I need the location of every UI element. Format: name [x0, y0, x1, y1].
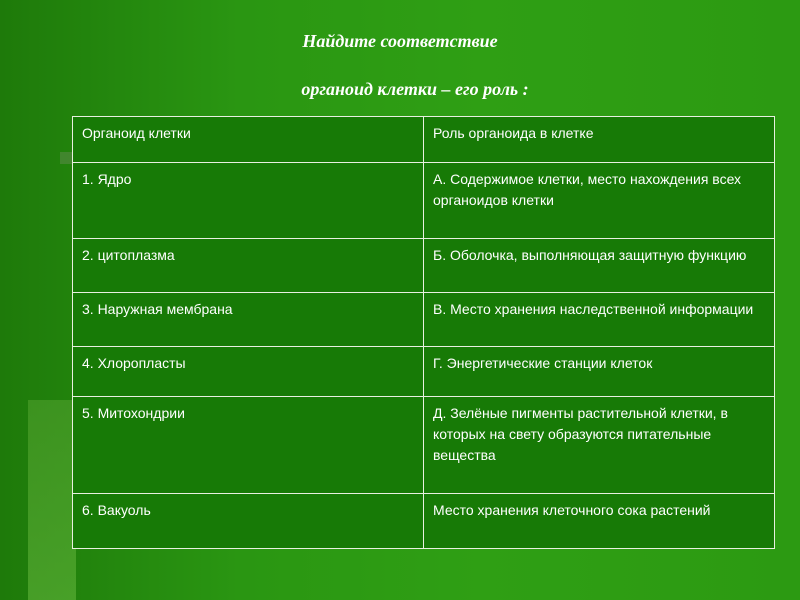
table-header-row: [73, 117, 775, 163]
table-row: [73, 397, 775, 494]
role-cell: Д. Зелёные пигменты растительной клетки, в которых на свету образуются питательные вещества: [424, 397, 775, 494]
role-cell: Г. Энергетические станции клеток: [424, 347, 775, 397]
organelle-cell: 3. Наружная мембрана: [73, 293, 424, 347]
organelle-cell: 4. Хлоропласты: [73, 347, 424, 397]
organelle-table: [72, 116, 775, 549]
role-cell: Место хранения клеточного сока растений: [424, 494, 775, 549]
decorative-bar-vertical: [28, 400, 76, 600]
slide-title: Найдите соответствие: [302, 31, 498, 51]
header-role: Роль органоида в клетке: [424, 117, 775, 163]
role-cell: Б. Оболочка, выполняющая защитную функцию: [424, 239, 775, 293]
organelle-cell: 5. Митохондрии: [73, 397, 424, 494]
header-organelle: Органоид клетки: [73, 117, 424, 163]
organelle-cell: 1. Ядро: [73, 163, 424, 239]
organelle-cell: 2. цитоплазма: [73, 239, 424, 293]
slide-subtitle: органоид клетки – его роль :: [301, 79, 529, 99]
table-row: [73, 347, 775, 397]
table-row: [73, 163, 775, 239]
table-row: [73, 239, 775, 293]
table-row: [73, 293, 775, 347]
role-cell: А. Содержимое клетки, место нахождения всех органоидов клетки: [424, 163, 775, 239]
organelle-cell: 6. Вакуоль: [73, 494, 424, 549]
role-cell: В. Место хранения наследственной информации: [424, 293, 775, 347]
table-row: [73, 494, 775, 549]
